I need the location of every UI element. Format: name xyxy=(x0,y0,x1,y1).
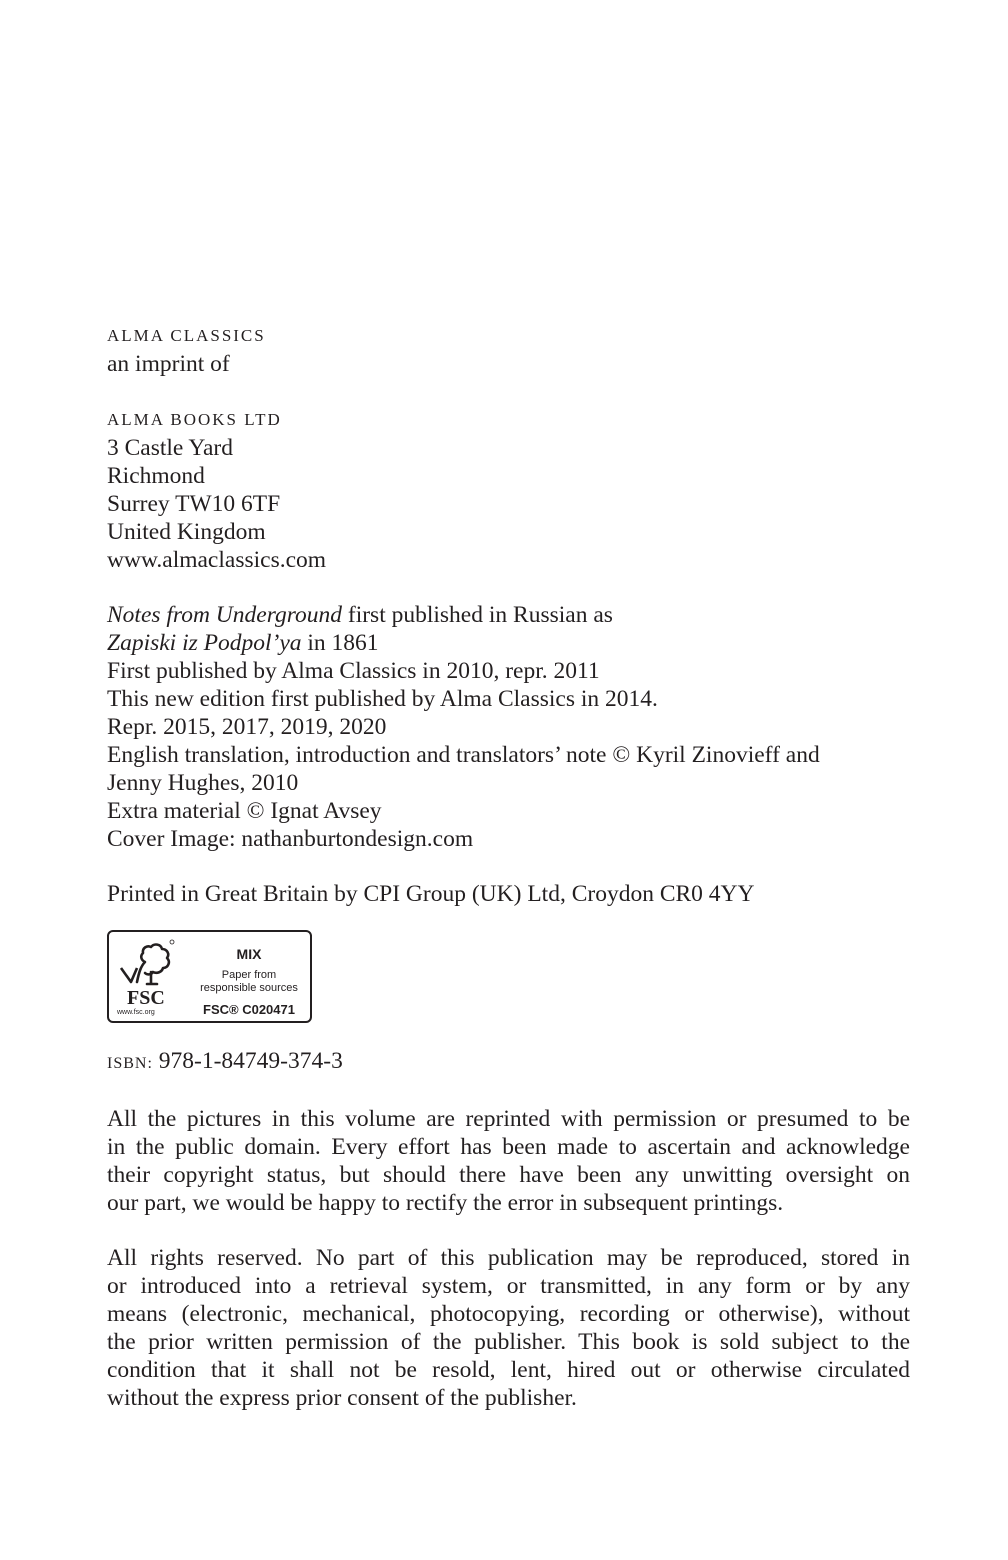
book-title: Notes from Underground xyxy=(107,602,342,628)
paragraph-line: or introduced into a retrieval system, or transmitted, in any form or by any xyxy=(107,1273,910,1299)
paragraph-line: condition that it shall not be resold, lent, hired out or otherwise circulated xyxy=(107,1357,910,1383)
copyright-page xyxy=(107,322,910,1412)
edition-line: English translation, introduction and translators’ note © Kyril Zinovieff and xyxy=(107,742,820,768)
printed-by-line: Printed in Great Britain by CPI Group (UK) Ltd, Croydon CR0 4YY xyxy=(107,881,755,907)
fsc-license-code: FSC® C020471 xyxy=(203,1002,295,1017)
paragraph-line: their copyright status, but should there have been any unwitting oversight on xyxy=(107,1162,910,1188)
publisher-name: ALMA BOOKS LTD xyxy=(107,410,282,429)
paragraph-line: means (electronic, mechanical, photocopying, recording or otherwise), without xyxy=(107,1301,910,1327)
fsc-paper-text: Paper from responsible sources xyxy=(200,969,298,994)
paragraph-line: in the public domain. Every effort has been made to ascertain and acknowledge xyxy=(107,1134,910,1160)
isbn-number: 978-1-84749-374-3 xyxy=(152,1048,343,1074)
edition-title-line: Notes from Underground first published in Russian as xyxy=(107,602,613,628)
fsc-url-text: www.fsc.org xyxy=(117,1009,155,1016)
imprint-of-text: an imprint of xyxy=(107,351,230,377)
paragraph-line: All the pictures in this volume are reprinted with permission or presumed to be xyxy=(107,1106,910,1132)
isbn-label: ISBN: xyxy=(107,1055,153,1072)
paragraph-line: without the express prior consent of the publisher. xyxy=(107,1385,577,1411)
paragraph-line: All rights reserved. No part of this publication may be reproduced, stored in xyxy=(107,1245,910,1271)
address-line: 3 Castle Yard xyxy=(107,435,233,461)
address-line: United Kingdom xyxy=(107,519,266,545)
isbn-line xyxy=(107,1047,910,1078)
fsc-tree-check-icon xyxy=(117,938,177,990)
edition-line: First published by Alma Classics in 2010, repr. 2011 xyxy=(107,658,600,684)
paragraph-line: our part, we would be happy to rectify the error in subsequent printings. xyxy=(107,1190,784,1216)
edition-line: Repr. 2015, 2017, 2019, 2020 xyxy=(107,714,387,740)
address-line: Surrey TW10 6TF xyxy=(107,491,281,517)
imprint-name: ALMA CLASSICS xyxy=(107,326,266,345)
address-line: Richmond xyxy=(107,463,205,489)
fsc-logo xyxy=(107,930,312,1023)
edition-line: Extra material © Ignat Avsey xyxy=(107,798,382,824)
paragraph-line: the prior written permission of the publisher. This book is sold subject to the xyxy=(107,1329,910,1355)
edition-line: Jenny Hughes, 2010 xyxy=(107,770,299,796)
fsc-brand-text: FSC xyxy=(127,987,165,1009)
fsc-mix-label: MIX xyxy=(236,946,262,962)
rights-notice-paragraph xyxy=(107,1244,910,1412)
edition-original-line: Zapiski iz Podpol’ya in 1861 xyxy=(107,630,379,656)
pictures-notice-paragraph xyxy=(107,1105,910,1217)
edition-line: This new edition first published by Alma Classics in 2014. xyxy=(107,686,658,712)
edition-line: Cover Image: nathanburtondesign.com xyxy=(107,826,474,852)
publisher-website: www.almaclassics.com xyxy=(107,547,327,573)
original-title: Zapiski iz Podpol’ya xyxy=(107,630,302,656)
